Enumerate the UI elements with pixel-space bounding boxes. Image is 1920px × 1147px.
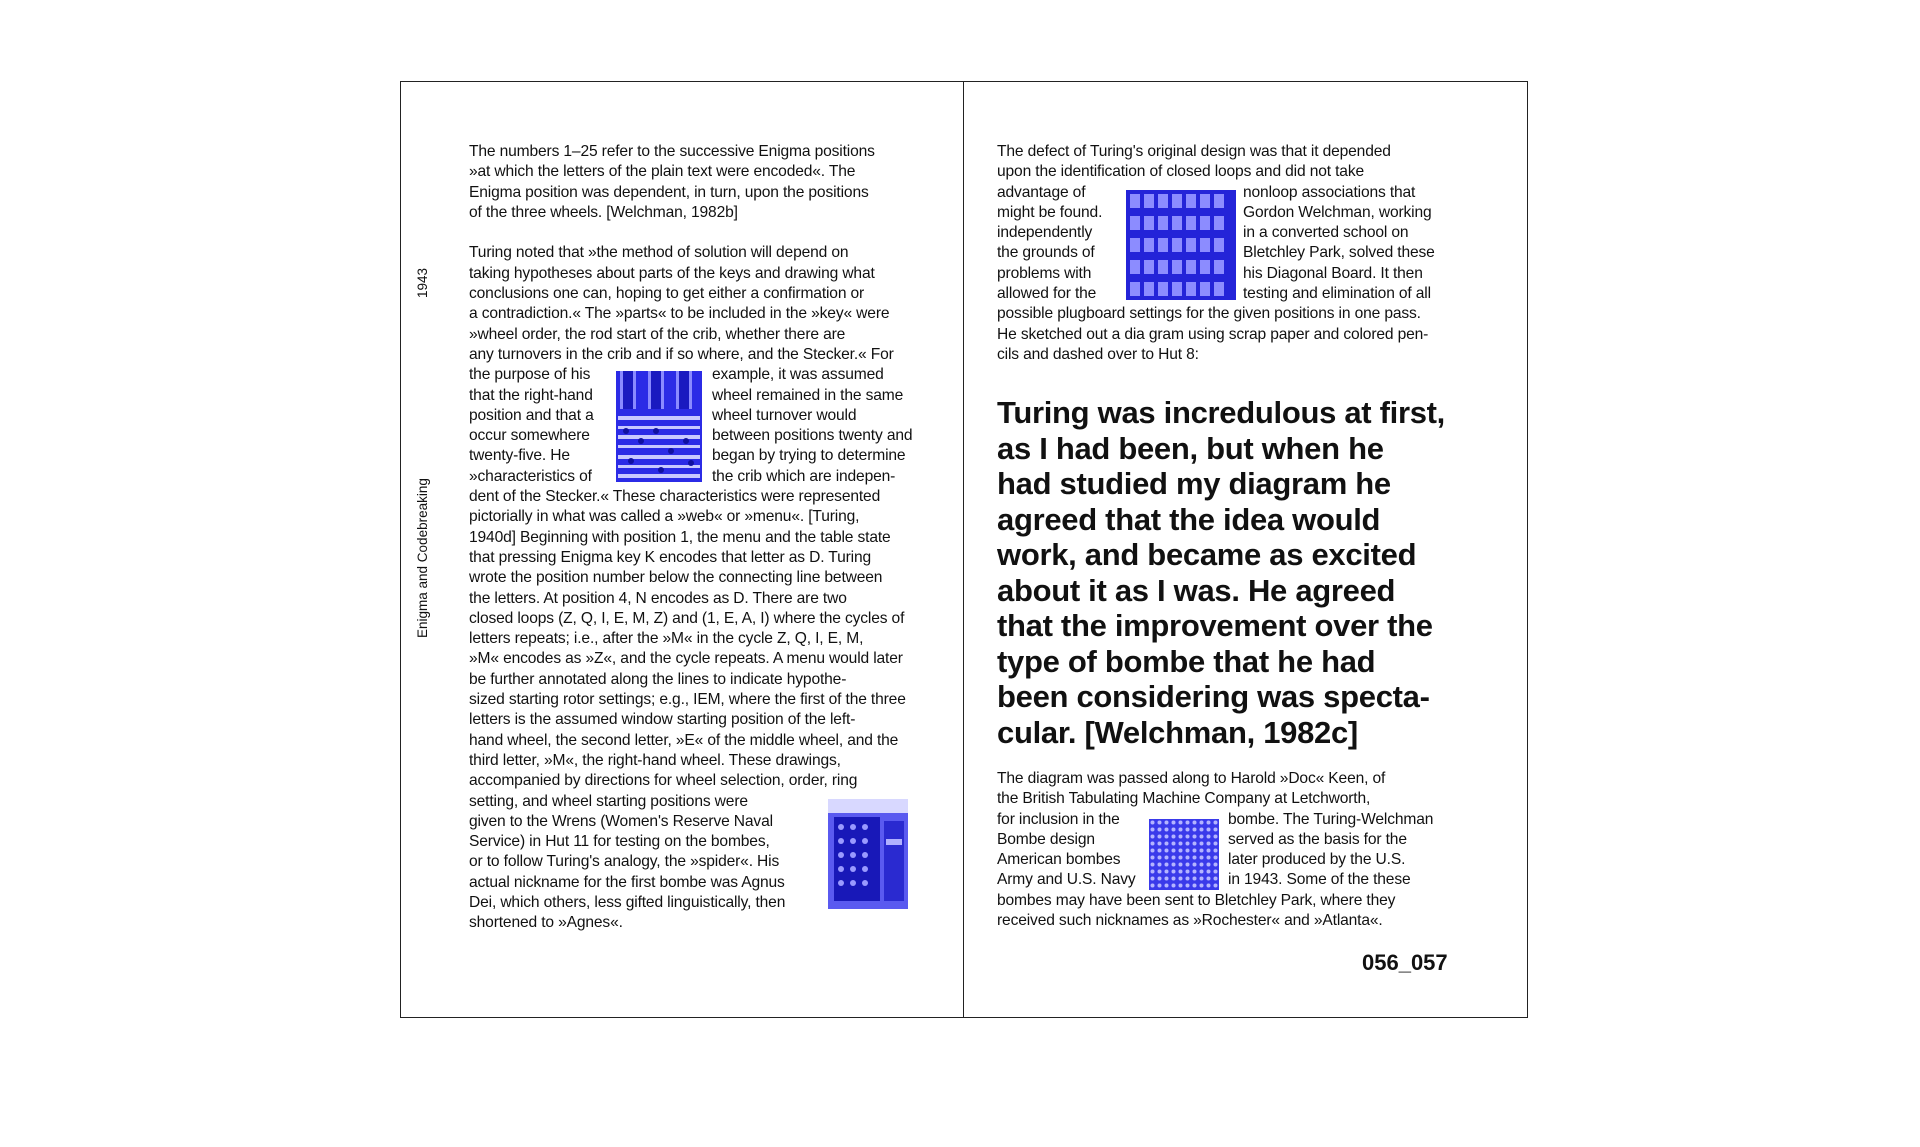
wrap-right: between positions twenty and — [712, 427, 913, 445]
text-line: He sketched out a dia gram using scrap paper and colored pen- — [997, 325, 1429, 343]
quote-line: Turing was incredulous at first, — [997, 395, 1445, 430]
wrap-left: »characteristics of — [469, 467, 592, 485]
quote-line: cular. [Welchman, 1982c] — [997, 714, 1358, 750]
text-line: letters is the assumed window starting position of the left- — [469, 711, 856, 729]
text-line: accompanied by directions for wheel selection, order, ring — [469, 772, 858, 790]
wrap-right: Gordon Welchman, working — [1243, 203, 1432, 221]
text-line: The numbers 1–25 refer to the successive Enigma positions — [469, 143, 875, 160]
text-line: cils and dashed over to Hut 8: — [997, 345, 1199, 363]
wrap-left: position and that a — [469, 406, 594, 424]
text-line: shortened to »Agnes«. — [469, 914, 623, 932]
wrap-right: bombe. The Turing-Welchman — [1228, 810, 1434, 828]
text-line: of the three wheels. [Welchman, 1982b] — [469, 203, 738, 221]
wrap-right: the crib which are indepen- — [712, 467, 896, 485]
text-line: the British Tabulating Machine Company at Letchworth, — [997, 790, 1371, 808]
wrap-left: allowed for the — [997, 285, 1097, 303]
text-line: Turing noted that »the method of solution will depend on — [469, 244, 849, 262]
wrap-left: advantage of — [997, 183, 1086, 201]
text-line: given to the Wrens (Women's Reserve Naval — [469, 812, 773, 830]
quote-line: about it as I was. He agreed — [997, 572, 1396, 608]
wrap-left: Bombe design — [997, 830, 1095, 848]
text-line: setting, and wheel starting positions were — [469, 792, 748, 810]
text-line: »wheel order, the rod start of the crib, whether there are — [469, 325, 846, 343]
text-line: a contradiction.« The »parts« to be included in the »key« were — [469, 305, 890, 323]
wrap-right: example, it was assumed — [712, 366, 884, 384]
text-line: 1940d] Beginning with position 1, the menu and the table state — [469, 528, 891, 546]
text-line: The diagram was passed along to Harold »Doc« Keen, of — [997, 770, 1386, 787]
wrap-left: Army and U.S. Navy — [997, 871, 1136, 889]
text-line: upon the identification of closed loops and did not take — [997, 163, 1364, 181]
text-line: Enigma position was dependent, in turn, upon the positions — [469, 183, 869, 201]
text-line: taking hypotheses about parts of the keys and drawing what — [469, 264, 875, 282]
text-line: hand wheel, the second letter, »E« of the middle wheel, and the — [469, 731, 899, 749]
wrap-left: independently — [997, 224, 1093, 242]
wrap-left: might be found. — [997, 203, 1103, 221]
quote-line: agreed that the idea would — [997, 501, 1381, 537]
wrap-left: occur somewhere — [469, 427, 590, 445]
enigma-rotor-photo — [616, 371, 702, 482]
wrap-right: wheel remained in the same — [712, 386, 904, 404]
text-line: be further annotated along the lines to indicate hypothe- — [469, 670, 847, 688]
wrap-right: began by trying to determine — [712, 447, 906, 465]
text-line: The defect of Turing's original design was that it depended — [997, 143, 1391, 160]
text-line: Dei, which others, less gifted linguistically, then — [469, 893, 786, 911]
page-numbers: 056_057 — [1362, 950, 1448, 975]
right-text-column-2 — [997, 769, 1477, 931]
text-line: third letter, »M«, the right-hand wheel. These drawings, — [469, 751, 841, 769]
right-text-column — [997, 142, 1477, 365]
wrap-right: his Diagonal Board. It then — [1243, 264, 1423, 282]
wrap-right: in 1943. Some of the these — [1228, 871, 1411, 889]
wrap-right: wheel turnover would — [712, 406, 857, 424]
wrap-left: the grounds of — [997, 244, 1095, 262]
quote-line: been considering was specta- — [997, 679, 1430, 714]
running-head-year: 1943 — [415, 267, 430, 298]
quote-line: had studied my diagram he — [997, 466, 1391, 501]
diagonal-board-photo — [1149, 819, 1219, 890]
wrap-left: problems with — [997, 264, 1092, 282]
wrap-left: twenty-five. He — [469, 447, 570, 465]
text-line: bombes may have been sent to Bletchley Park, where they — [997, 891, 1396, 909]
text-line: closed loops (Z, Q, I, E, M, Z) and (1, E, A, I) where the cycles of — [469, 609, 905, 627]
text-line: any turnovers in the crib and if so where, and the Stecker.« For — [469, 345, 894, 363]
wrap-left: that the right-hand — [469, 386, 593, 404]
quote-line: work, and became as excited — [997, 537, 1417, 572]
wrap-right: later produced by the U.S. — [1228, 851, 1406, 869]
text-line: dent of the Stecker.« These characteristics were represented — [469, 488, 881, 506]
wrap-right: served as the basis for the — [1228, 830, 1407, 848]
right-page — [963, 81, 1528, 1018]
text-line: received such nicknames as »Rochester« and »Atlanta«. — [997, 912, 1383, 930]
wrap-left: the purpose of his — [469, 366, 591, 384]
text-line: conclusions one can, hoping to get either a confirmation or — [469, 285, 865, 303]
text-line: actual nickname for the first bombe was Agnus — [469, 873, 785, 891]
wrap-right: testing and elimination of all — [1243, 285, 1431, 303]
wrap-left: American bombes — [997, 851, 1121, 869]
text-line: the letters. At position 4, N encodes as D. There are two — [469, 589, 847, 607]
text-line: letters repeats; i.e., after the »M« in the cycle Z, Q, I, E, M, — [469, 630, 864, 648]
text-line: Service) in Hut 11 for testing on the bombes, — [469, 833, 770, 851]
quote-line: that the improvement over the — [997, 608, 1433, 643]
wrap-right: Bletchley Park, solved these — [1243, 244, 1435, 262]
text-line: possible plugboard settings for the given positions in one pass. — [997, 305, 1421, 323]
running-head-title: Enigma and Codebreaking — [415, 478, 430, 638]
text-line: or to follow Turing's analogy, the »spider«. His — [469, 853, 780, 871]
quote-line: as I had been, but when he — [997, 430, 1384, 466]
bombe-panel-photo — [1126, 190, 1236, 300]
text-line: that pressing Enigma key K encodes that letter as D. Turing — [469, 548, 872, 566]
wrap-left: for inclusion in the — [997, 810, 1120, 828]
wrap-right: nonloop associations that — [1243, 183, 1416, 201]
text-line: pictorially in what was called a »web« or »menu«. [Turing, — [469, 508, 860, 526]
wrap-right: in a converted school on — [1243, 224, 1409, 242]
pull-quote — [997, 395, 1445, 750]
quote-line: type of bombe that he had — [997, 643, 1376, 679]
left-page — [400, 81, 965, 1018]
text-line: »M« encodes as »Z«, and the cycle repeats. A menu would later — [469, 650, 903, 668]
text-line: »at which the letters of the plain text were encoded«. The — [469, 163, 856, 181]
text-line: wrote the position number below the connecting line between — [469, 569, 883, 587]
bombe-machine-photo — [828, 799, 908, 909]
text-line: sized starting rotor settings; e.g., IEM, where the first of the three — [469, 691, 906, 709]
